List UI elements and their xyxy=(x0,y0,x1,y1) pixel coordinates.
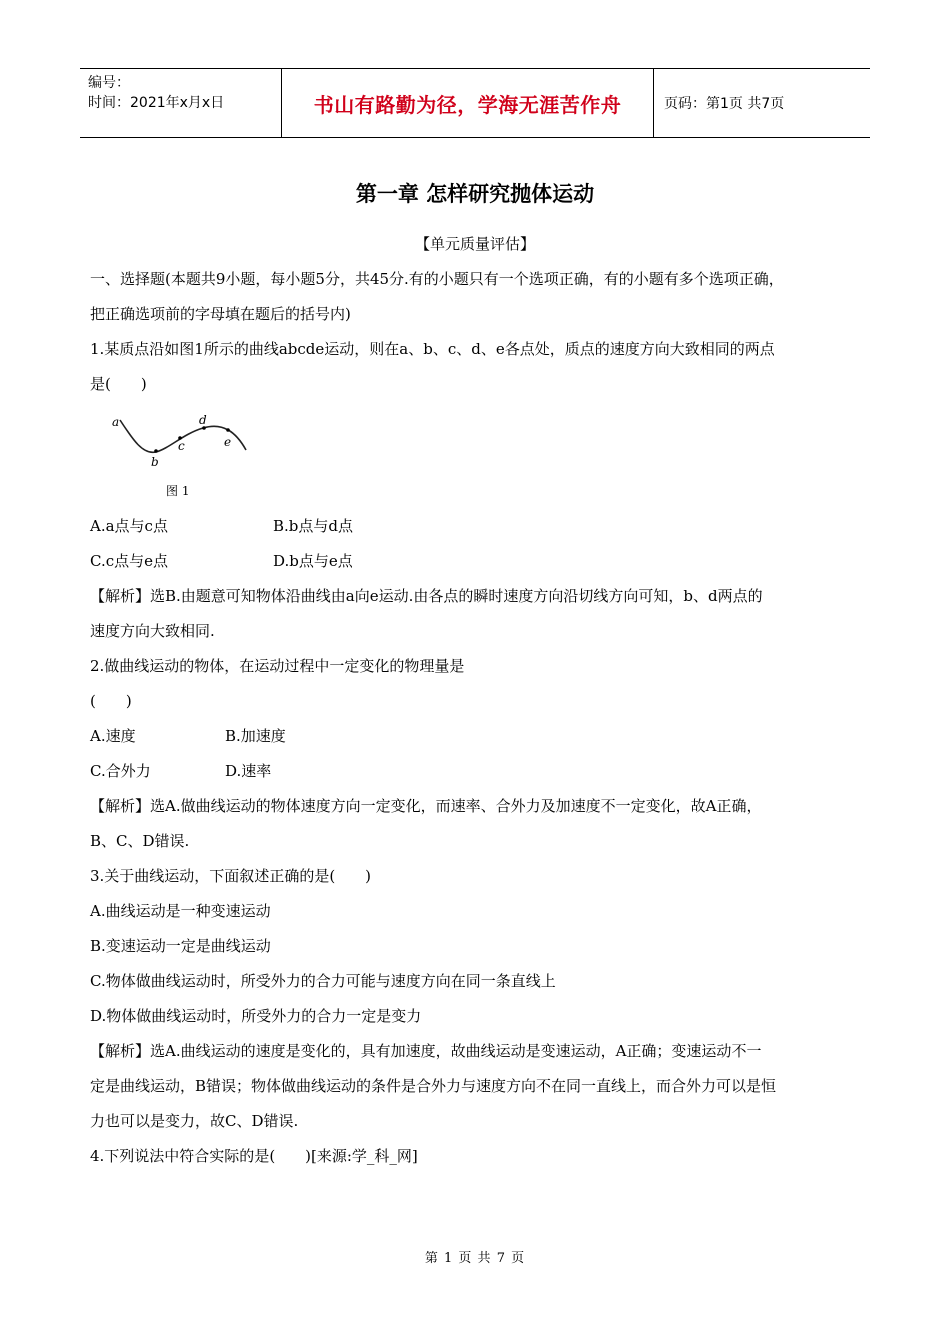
q1-option-d: D.b点与e点 xyxy=(273,552,353,570)
q3-stem: 3.关于曲线运动，下面叙述正确的是( ) xyxy=(90,867,372,885)
label-d: d xyxy=(199,413,207,427)
figure-caption: 图 1 xyxy=(166,484,190,498)
q2-analysis: 【解析】选A.做曲线运动的物体速度方向一定变化，而速率、合外力及加速度不一定变化，故A正确， xyxy=(90,797,762,815)
q2-options-row2 xyxy=(90,754,862,789)
section-intro-cont: 把正确选项前的字母填在题后的括号内) xyxy=(90,305,351,323)
q1-stem: 1.某质点沿如图1所示的曲线abcde运动，则在a、b、c、d、e各点处，质点的速度方向大致相同的两点 xyxy=(90,340,775,358)
chapter-title: 第一章 怎样研究抛体运动 xyxy=(355,182,595,206)
label-b: b xyxy=(151,455,159,469)
q3-analysis-cont2: 力也可以是变力，故C、D错误. xyxy=(90,1112,299,1130)
q3-option-a: A.曲线运动是一种变速运动 xyxy=(90,902,271,920)
q3-option-d: D.物体做曲线运动时，所受外力的合力一定是变力 xyxy=(90,1007,422,1025)
q2-analysis-cont: B、C、D错误. xyxy=(90,832,190,850)
curve-diagram xyxy=(98,410,258,505)
q2-paren: ( ) xyxy=(90,692,132,710)
section-intro: 一、选择题(本题共9小题，每小题5分，共45分.有的小题只有一个选项正确，有的小题有多个选项正确， xyxy=(90,270,784,288)
point-b xyxy=(154,449,158,453)
q3-option-c: C.物体做曲线运动时，所受外力的合力可能与速度方向在同一条直线上 xyxy=(90,972,556,990)
q1-analysis-cont: 速度方向大致相同. xyxy=(90,622,215,640)
q3-analysis: 【解析】选A.曲线运动的速度是变化的，具有加速度，故曲线运动是变速运动，A正确；变速运动不一 xyxy=(90,1042,762,1060)
q2-option-c: C.合外力 xyxy=(90,762,151,780)
q1-figure xyxy=(98,410,258,505)
q1-options-row2 xyxy=(90,544,862,579)
q1-option-c: C.c点与e点 xyxy=(90,552,168,570)
q1-option-b: B.b点与d点 xyxy=(273,517,353,535)
q4-stem: 4.下列说法中符合实际的是( )[来源:学_科_网] xyxy=(90,1147,418,1165)
time-label: 时间：2021年x月x日 xyxy=(88,95,225,111)
q1-option-a: A.a点与c点 xyxy=(90,517,168,535)
q1-analysis: 【解析】选B.由题意可知物体沿曲线由a向e运动.由各点的瞬时速度方向沿切线方向可知，b、d两点的 xyxy=(90,587,763,605)
q1-options-row1 xyxy=(90,509,862,544)
q1-stem-cont: 是( ) xyxy=(90,375,147,393)
label-c: c xyxy=(178,439,185,453)
header-motto: 书山有路勤为径，学海无涯苦作舟 xyxy=(282,69,654,137)
q2-option-b: B.加速度 xyxy=(225,727,286,745)
q3-analysis-cont: 定是曲线运动，B错误；物体做曲线运动的条件是合外力与速度方向不在同一直线上，而合外力可以是恒 xyxy=(90,1077,777,1095)
document-body xyxy=(90,262,862,1174)
page-footer: 第 1 页 共 7 页 xyxy=(424,1251,526,1266)
section-subtitle: 【单元质量评估】 xyxy=(414,235,535,253)
header-page-info: 页码：第1页 共7页 xyxy=(664,96,785,112)
number-label: 编号： xyxy=(88,75,130,91)
header-meta xyxy=(80,69,282,137)
document-header xyxy=(80,68,870,138)
q2-options-row1 xyxy=(90,719,862,754)
label-e: e xyxy=(224,435,232,449)
label-a: a xyxy=(112,415,120,429)
q2-option-d: D.速率 xyxy=(225,762,272,780)
q3-option-b: B.变速运动一定是曲线运动 xyxy=(90,937,271,955)
q2-stem: 2.做曲线运动的物体，在运动过程中一定变化的物理量是 xyxy=(90,657,465,675)
q2-option-a: A.速度 xyxy=(90,727,136,745)
point-e xyxy=(226,428,230,432)
